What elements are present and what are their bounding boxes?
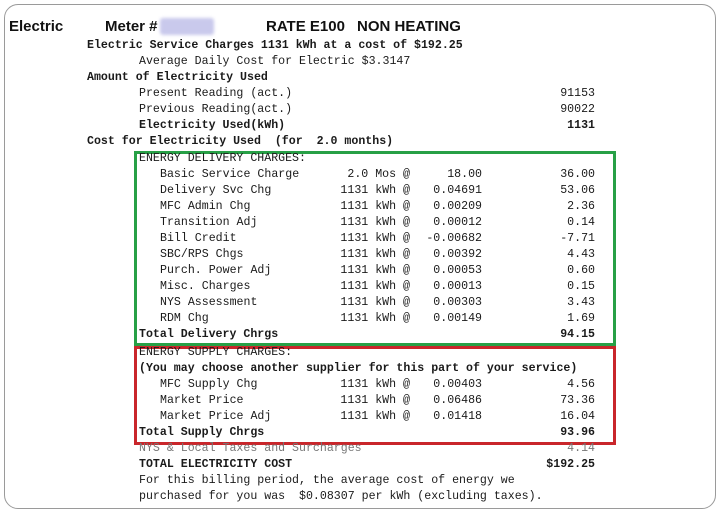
charge-rate: -0.00682 (426, 232, 482, 245)
charge-amount: 0.60 (567, 264, 595, 277)
previous-reading-value: 90022 (560, 103, 595, 116)
previous-reading-label: Previous Reading(act.) (139, 103, 293, 116)
delivery-total-value: 94.15 (560, 328, 595, 341)
charge-rate: 0.00149 (433, 312, 482, 325)
charge-name: NYS Assessment (160, 296, 258, 309)
charge-qty: 1131 kWh @ (340, 248, 410, 261)
bill-page (4, 4, 716, 509)
charge-amount: 1.69 (567, 312, 595, 325)
meter-label: Meter # (105, 18, 158, 35)
charge-name: Market Price (160, 394, 244, 407)
taxes-label: NYS & Local Taxes and Surcharges (139, 442, 362, 455)
rate-label: RATE E100 (266, 18, 345, 35)
charge-rate: 0.00012 (433, 216, 482, 229)
total-cost-label: TOTAL ELECTRICITY COST (139, 458, 293, 471)
charge-name: Purch. Power Adj (160, 264, 272, 277)
charge-qty: 1131 kWh @ (340, 264, 410, 277)
average-cost-note-line1: For this billing period, the average cost of energy we (139, 474, 515, 487)
charge-qty: 1131 kWh @ (340, 184, 410, 197)
charge-amount: 0.14 (567, 216, 595, 229)
charge-name: MFC Admin Chg (160, 200, 251, 213)
average-daily-cost: Average Daily Cost for Electric $3.3147 (139, 55, 411, 68)
supply-total-label: Total Supply Chrgs (139, 426, 265, 439)
charge-qty: 1131 kWh @ (340, 216, 410, 229)
charge-rate: 18.00 (447, 168, 482, 181)
charge-name: Misc. Charges (160, 280, 251, 293)
charge-amount: 4.43 (567, 248, 595, 261)
charge-qty: 1131 kWh @ (340, 394, 410, 407)
present-reading-value: 91153 (560, 87, 595, 100)
charge-amount: 36.00 (560, 168, 595, 181)
electricity-used-label: Electricity Used(kWh) (139, 119, 286, 132)
charge-amount: 4.56 (567, 378, 595, 391)
total-cost-value: $192.25 (546, 458, 595, 471)
rate-type: NON HEATING (357, 18, 461, 35)
charge-qty: 1131 kWh @ (340, 378, 410, 391)
charge-name: Transition Adj (160, 216, 258, 229)
charge-rate: 0.06486 (433, 394, 482, 407)
charge-name: SBC/RPS Chgs (160, 248, 244, 261)
charge-qty: 1131 kWh @ (340, 232, 410, 245)
cost-heading: Cost for Electricity Used (for 2.0 months) (87, 135, 394, 148)
average-cost-note-line2: purchased for you was $0.08307 per kWh (excluding taxes). (139, 490, 543, 503)
charge-rate: 0.04691 (433, 184, 482, 197)
amount-used-heading: Amount of Electricity Used (87, 71, 268, 84)
charge-amount: 16.04 (560, 410, 595, 423)
charge-qty: 2.0 Mos @ (347, 168, 410, 181)
electricity-used-value: 1131 (567, 119, 595, 132)
charge-qty: 1131 kWh @ (340, 280, 410, 293)
delivery-title: ENERGY DELIVERY CHARGES: (139, 152, 306, 165)
charge-amount: -7.71 (560, 232, 595, 245)
meter-number-redaction (160, 18, 214, 35)
taxes-value: 4.14 (567, 442, 595, 455)
supply-title: ENERGY SUPPLY CHARGES: (139, 346, 293, 359)
charge-name: Basic Service Charge (160, 168, 300, 181)
delivery-total-label: Total Delivery Chrgs (139, 328, 279, 341)
charge-rate: 0.00303 (433, 296, 482, 309)
charge-amount: 73.36 (560, 394, 595, 407)
charge-rate: 0.01418 (433, 410, 482, 423)
charge-amount: 53.06 (560, 184, 595, 197)
charge-qty: 1131 kWh @ (340, 410, 410, 423)
charge-name: RDM Chg (160, 312, 209, 325)
charge-amount: 3.43 (567, 296, 595, 309)
charge-qty: 1131 kWh @ (340, 296, 410, 309)
charge-rate: 0.00403 (433, 378, 482, 391)
charge-amount: 0.15 (567, 280, 595, 293)
charge-rate: 0.00209 (433, 200, 482, 213)
section-label: Electric (9, 18, 64, 35)
charge-name: MFC Supply Chg (160, 378, 258, 391)
charge-qty: 1131 kWh @ (340, 200, 410, 213)
charge-name: Bill Credit (160, 232, 237, 245)
charge-amount: 2.36 (567, 200, 595, 213)
charge-rate: 0.00392 (433, 248, 482, 261)
charge-name: Delivery Svc Chg (160, 184, 272, 197)
supplier-note: (You may choose another supplier for this part of your service) (139, 362, 578, 375)
charge-name: Market Price Adj (160, 410, 272, 423)
charge-rate: 0.00053 (433, 264, 482, 277)
service-charges-summary: Electric Service Charges 1131 kWh at a cost of $192.25 (87, 39, 463, 52)
charge-qty: 1131 kWh @ (340, 312, 410, 325)
charge-rate: 0.00013 (433, 280, 482, 293)
present-reading-label: Present Reading (act.) (139, 87, 293, 100)
supply-total-value: 93.96 (560, 426, 595, 439)
